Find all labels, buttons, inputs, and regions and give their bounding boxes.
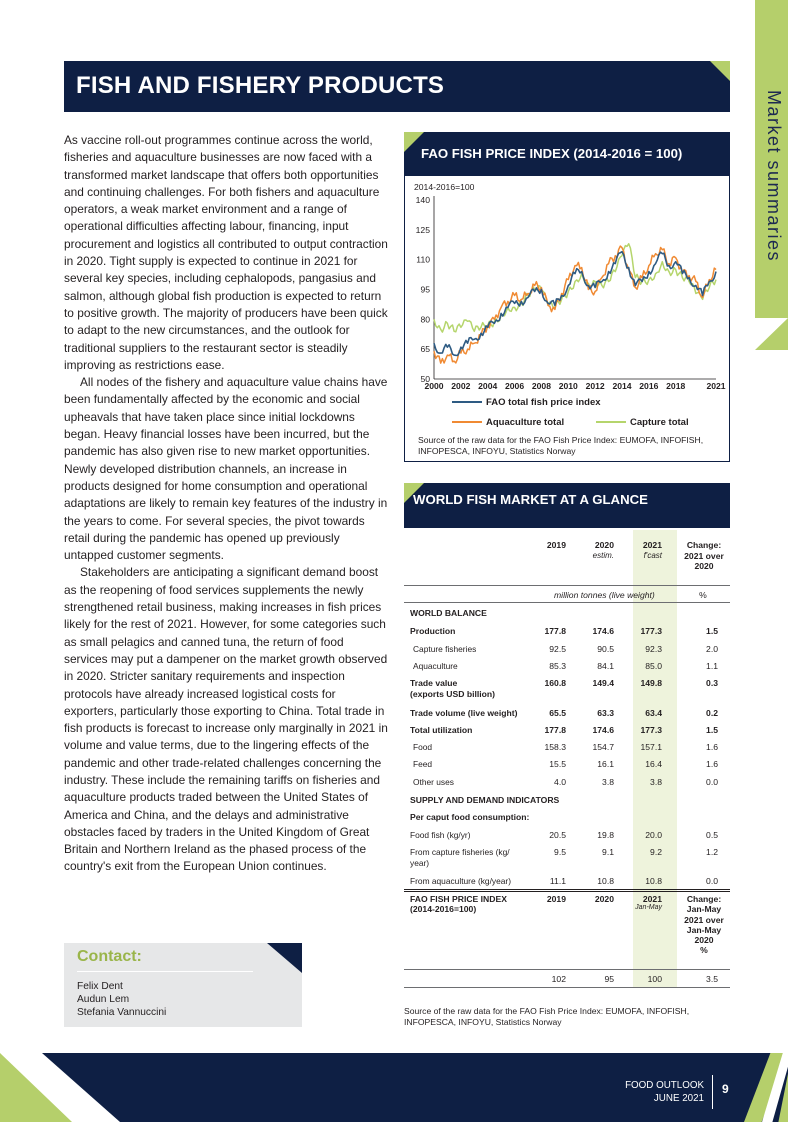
price-index-label-line1: FAO FISH PRICE INDEX bbox=[410, 894, 507, 904]
cell-v2019: 158.3 bbox=[544, 742, 566, 752]
row-label bbox=[413, 777, 454, 787]
row-label-text-2: (exports USD billion) bbox=[410, 689, 495, 699]
row-label-text: Total utilization bbox=[410, 725, 473, 735]
cell-v2021: 157.1 bbox=[640, 742, 662, 752]
header-2021: 2021 bbox=[642, 540, 662, 550]
header-2020: 2020 bbox=[594, 540, 614, 550]
contact-title: Contact: bbox=[77, 948, 142, 965]
row-label bbox=[410, 795, 559, 805]
row-label-text: Per caput food consumption: bbox=[410, 812, 530, 822]
row-label bbox=[410, 708, 517, 718]
x-tick-label: 2014 bbox=[612, 381, 632, 391]
paragraph-3: Stakeholders are anticipating a significant demand boost as the reopening of food services supplements the newly strengthened retail business, making increases in fish prices likely for the rest of 2021. However, for some categories such as small pelagics and canned tuna, the return of food services may put a dampener on the market growth observed in 2020. Stricter sanitary requirements and inspection protocols have already increased logistical costs for exporters, particularly those exporting to China. Total trade in fish products is forecast to increase only marginally in 2021 in volume and value terms, due to the lingering effects of the pandemic and other trade-related challenges concerning the industry. These include the remaining tariffs on fisheries and aquaculture products traded between the United States of America and China, and the delays and administrative obstacles faced by traders in the United Kingdom of Great Britain and Northern Ireland as the phased process of the country's exit from the European Union continues. bbox=[64, 565, 388, 874]
row-label-text-2: year) bbox=[410, 858, 430, 868]
row-label-text: Other uses bbox=[413, 777, 454, 787]
cell-v2021: 20.0 bbox=[645, 830, 662, 840]
y-tick-label: 80 bbox=[420, 314, 430, 325]
footer-separator bbox=[712, 1075, 713, 1109]
header-2021-note: f'cast bbox=[643, 551, 662, 560]
cell-v2020: 174.6 bbox=[592, 626, 614, 636]
price-2021: 100 bbox=[647, 974, 662, 984]
row-label-text: WORLD BALANCE bbox=[410, 608, 487, 618]
cell-v2019: 20.5 bbox=[549, 830, 566, 840]
body-text bbox=[64, 132, 390, 876]
side-tab-fold bbox=[755, 318, 788, 350]
cell-v2021: 10.8 bbox=[645, 876, 662, 886]
row-label-text: Aquaculture bbox=[413, 661, 458, 671]
cell-v2020: 9.1 bbox=[602, 847, 614, 857]
row-label bbox=[410, 725, 472, 735]
cell-v2020: 63.3 bbox=[597, 708, 614, 718]
y-tick-label: 140 bbox=[415, 195, 430, 205]
price-index-label bbox=[410, 894, 507, 914]
cell-v2021: 3.8 bbox=[650, 777, 662, 787]
cell-v2019: 85.3 bbox=[549, 661, 566, 671]
units-pct: % bbox=[699, 590, 707, 600]
page-title: FISH AND FISHERY PRODUCTS bbox=[76, 72, 445, 99]
row-label-text: Food bbox=[413, 742, 433, 752]
price-header-2021-note: Jan-May bbox=[635, 904, 662, 911]
row-label bbox=[413, 759, 432, 769]
header-2020-note: estim. bbox=[592, 551, 614, 560]
price-header-2019: 2019 bbox=[546, 894, 566, 904]
cell-v2019: 177.8 bbox=[544, 626, 566, 636]
y-tick-label: 110 bbox=[416, 254, 430, 265]
contact-name: Audun Lem bbox=[77, 994, 130, 1006]
section-tab-label: Market summaries bbox=[764, 90, 784, 263]
cell-chg: 1.6 bbox=[706, 742, 718, 752]
row-label-text: Trade volume (live weight) bbox=[410, 708, 518, 718]
contact-name: Stefania Vannuccini bbox=[77, 1007, 167, 1019]
cell-chg: 0.5 bbox=[706, 830, 718, 840]
row-label-text: Trade value bbox=[410, 678, 458, 688]
price-header-change bbox=[682, 894, 726, 956]
cell-v2021: 85.0 bbox=[645, 661, 662, 671]
row-label-text: Feed bbox=[413, 759, 433, 769]
footer-date: JUNE 2021 bbox=[653, 1092, 704, 1104]
x-tick-label: 2006 bbox=[505, 381, 525, 391]
row-label-text: SUPPLY AND DEMAND INDICATORS bbox=[410, 795, 560, 805]
cell-v2019: 15.5 bbox=[549, 759, 566, 769]
row-label bbox=[410, 678, 495, 700]
cell-v2019: 92.5 bbox=[549, 644, 566, 654]
cell-v2020: 154.7 bbox=[592, 742, 614, 752]
y-axis-label: 2014-2016=100 bbox=[414, 182, 475, 192]
price-header-change-unit: % bbox=[700, 945, 708, 956]
x-tick-label: 2021 bbox=[706, 381, 726, 391]
x-tick-label: 2016 bbox=[639, 381, 659, 391]
contact-divider bbox=[77, 971, 253, 972]
row-label bbox=[410, 847, 510, 869]
price-2020: 95 bbox=[604, 974, 614, 984]
fish-price-chart bbox=[404, 176, 730, 434]
price-header-2021: 2021 bbox=[642, 894, 662, 904]
header-2019: 2019 bbox=[546, 540, 566, 550]
price-index-label-line2: (2014-2016=100) bbox=[410, 904, 477, 914]
table-source: Source of the raw data for the FAO Fish Price Index: EUMOFA, INFOFISH, INFOPESCA, INFOYU, Statistics Norway bbox=[404, 1006, 690, 1027]
price-2019: 102 bbox=[551, 974, 566, 984]
cell-v2020: 174.6 bbox=[592, 725, 614, 735]
cell-v2020: 19.8 bbox=[597, 830, 614, 840]
cell-chg: 1.2 bbox=[706, 847, 718, 857]
legend-label-capture: Capture total bbox=[630, 417, 689, 428]
cell-v2019: 4.0 bbox=[554, 777, 566, 787]
page-number: 9 bbox=[722, 1082, 729, 1096]
cell-v2020: 149.4 bbox=[592, 678, 614, 688]
cell-v2021: 177.3 bbox=[640, 626, 662, 636]
row-label-text: Capture fisheries bbox=[413, 644, 477, 654]
cell-v2020: 16.1 bbox=[597, 759, 614, 769]
footer-publication bbox=[624, 1080, 704, 1105]
price-header-2020: 2020 bbox=[594, 894, 614, 904]
cell-v2021: 177.3 bbox=[640, 725, 662, 735]
cell-chg: 1.6 bbox=[706, 759, 718, 769]
cell-v2020: 90.5 bbox=[597, 644, 614, 654]
cell-v2019: 9.5 bbox=[554, 847, 566, 857]
cell-v2019: 160.8 bbox=[544, 678, 566, 688]
cell-chg: 0.3 bbox=[706, 678, 718, 688]
cell-v2021: 63.4 bbox=[645, 708, 662, 718]
cell-v2020: 84.1 bbox=[597, 661, 614, 671]
contact-name: Felix Dent bbox=[77, 981, 123, 992]
cell-v2021: 92.3 bbox=[645, 644, 662, 654]
chart-panel-title: FAO FISH PRICE INDEX (2014-2016 = 100) bbox=[421, 146, 683, 161]
footer-publication-name: FOOD OUTLOOK bbox=[625, 1080, 704, 1091]
cell-v2020: 10.8 bbox=[597, 876, 614, 886]
cell-chg: 1.1 bbox=[706, 661, 718, 671]
cell-chg: 1.5 bbox=[706, 725, 718, 735]
table-panel-title: WORLD FISH MARKET AT A GLANCE bbox=[413, 492, 648, 507]
row-label-text: Production bbox=[410, 626, 456, 636]
cell-v2019: 11.1 bbox=[549, 876, 566, 886]
cell-v2019: 177.8 bbox=[544, 725, 566, 735]
paragraph-2: All nodes of the fishery and aquaculture value chains have been fundamentally affected by the economic and social upheavals that have taken place since initial lockdowns began. Heavy financial losses have been incurred, but the pandemic has also given rise to new market opportunities. Newly developed distribution channels, an increase in products designed for home consumption and operational adaptations are likely to remain key features of the industry in the years to come. For several species, the pivot towards retail during the pandemic has opened up previously untapped customer segments. bbox=[64, 375, 388, 563]
legend-label-total: FAO total fish price index bbox=[486, 397, 601, 408]
x-tick-label: 2002 bbox=[451, 381, 471, 391]
x-tick-label: 2000 bbox=[424, 381, 444, 391]
row-label-text: From capture fisheries (kg/ bbox=[410, 847, 510, 857]
cell-v2020: 3.8 bbox=[602, 777, 614, 787]
cell-chg: 1.5 bbox=[706, 626, 718, 636]
row-label bbox=[410, 830, 471, 840]
row-label-text: From aquaculture (kg/year) bbox=[410, 876, 512, 886]
table-rule bbox=[404, 969, 730, 970]
cell-chg: 0.2 bbox=[706, 708, 718, 718]
row-label bbox=[410, 608, 487, 618]
paragraph-1: As vaccine roll-out programmes continue across the world, fisheries and aquaculture businesses are now faced with a transformed market landscape that offers both opportunities and continuing challenges. For both fishers and aquaculture operators, a weak market environment and a range of operational difficulties affecting labour, financing, input procurement and logistics all contributed to output contraction in 2020. Tight supply is expected to continue in 2021 for several key species, including cephalopods, pangasius and salmon, although global fish production is expected to return to positive growth. The majority of producers have been quick to adapt to the new circumstances, and the outlook for traditional suppliers to the restaurant sector is steadily improving as restrictions ease. bbox=[64, 133, 388, 372]
table-rule bbox=[404, 585, 730, 586]
y-tick-label: 65 bbox=[420, 344, 430, 355]
header-change: Change: 2021 over 2020 bbox=[684, 540, 724, 571]
row-label-text: Food fish (kg/yr) bbox=[410, 830, 471, 840]
x-tick-label: 2010 bbox=[558, 381, 578, 391]
x-tick-label: 2018 bbox=[666, 381, 686, 391]
cell-v2019: 65.5 bbox=[549, 708, 566, 718]
y-tick-label: 125 bbox=[415, 224, 430, 235]
cell-chg: 0.0 bbox=[706, 876, 718, 886]
x-tick-label: 2008 bbox=[531, 381, 551, 391]
row-label bbox=[413, 742, 432, 752]
contact-names bbox=[77, 980, 166, 1020]
row-label bbox=[410, 876, 511, 886]
cell-v2021: 9.2 bbox=[650, 847, 662, 857]
cell-v2021: 149.8 bbox=[640, 678, 662, 688]
price-header-change-text: Change: Jan-May 2021 over Jan-May 2020 bbox=[684, 894, 724, 946]
table-rule bbox=[404, 602, 730, 603]
row-label bbox=[413, 661, 458, 671]
chart-source: Source of the raw data for the FAO Fish Price Index: EUMOFA, INFOFISH, INFOPESCA, INFOYU, Statistics Norway bbox=[418, 435, 704, 456]
table-rule-double bbox=[404, 889, 730, 892]
table-rule bbox=[404, 987, 730, 988]
units-label: million tonnes (live weight) bbox=[554, 590, 655, 600]
price-change: 3.5 bbox=[706, 974, 718, 984]
y-tick-label: 95 bbox=[420, 284, 430, 295]
cell-v2021: 16.4 bbox=[645, 759, 662, 769]
x-tick-label: 2012 bbox=[585, 381, 605, 391]
cell-chg: 2.0 bbox=[706, 644, 718, 654]
legend-label-aquaculture: Aquaculture total bbox=[486, 417, 565, 428]
row-label bbox=[410, 812, 529, 822]
y-tick-label: 50 bbox=[420, 374, 430, 384]
x-tick-label: 2004 bbox=[478, 381, 498, 391]
row-label bbox=[413, 644, 476, 654]
row-label bbox=[410, 626, 455, 636]
cell-chg: 0.0 bbox=[706, 777, 718, 787]
